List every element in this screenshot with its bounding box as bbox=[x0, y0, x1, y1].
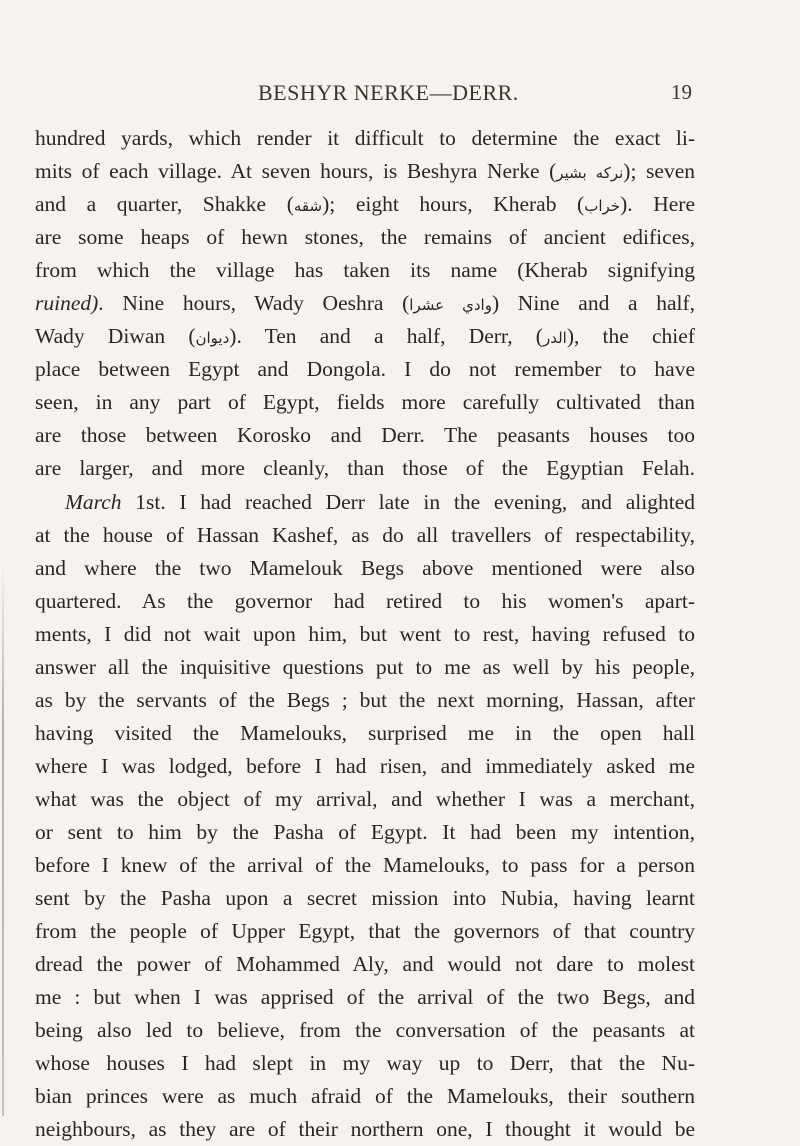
text-line: being also led to believe, from the conversation of the peasants at bbox=[35, 1018, 695, 1043]
text-line: as by the servants of the Begs ; but the next morning, Hassan, after bbox=[35, 687, 695, 712]
text-line: bian princes were as much afraid of the Mamelouks, their southern bbox=[35, 1084, 695, 1109]
text-line: hundred yards, which render it difficult to determine the exact li- bbox=[35, 126, 695, 150]
text-line: me : but when I was apprised of the arrival of the two Begs, and bbox=[35, 985, 695, 1010]
arabic-text: خراب bbox=[584, 197, 621, 216]
text-line: answer all the inquisitive questions put to me as well by his people, bbox=[35, 654, 695, 679]
text-line: and a quarter, Shakke (شقه); eight hours, Kherab (خراب). Here bbox=[35, 192, 695, 217]
arabic-text: نركه بشير bbox=[556, 164, 624, 183]
text-line: place between Egypt and Dongola. I do not remember to have bbox=[35, 357, 695, 382]
text-line: are some heaps of hewn stones, the remains of ancient edifices, bbox=[35, 225, 695, 250]
text-line: are those between Korosko and Derr. The peasants houses too bbox=[35, 423, 695, 448]
text-line: sent by the Pasha upon a secret mission into Nubia, having learnt bbox=[35, 886, 695, 911]
text-line: and where the two Mamelouk Begs above mentioned were also bbox=[35, 555, 695, 580]
text-line: mits of each village. At seven hours, is Beshyra Nerke (نركه بشير); seven bbox=[35, 159, 695, 184]
italic-text: ruined) bbox=[35, 291, 99, 316]
text-line: what was the object of my arrival, and whether I was a merchant, bbox=[35, 786, 695, 811]
text-line: Wady Diwan (ديوان). Ten and a half, Derr, (الدر), the chief bbox=[35, 324, 695, 349]
arabic-text: ديوان bbox=[195, 329, 230, 348]
running-title: BESHYR NERKE—DERR. bbox=[258, 80, 519, 105]
text-line: from the people of Upper Egypt, that the governors of that country bbox=[35, 919, 695, 944]
text-line: at the house of Hassan Kashef, as do all travellers of respectability, bbox=[35, 522, 695, 547]
text-line: neighbours, as they are of their northern one, I thought it would be bbox=[35, 1117, 695, 1142]
body-text bbox=[35, 122, 695, 1146]
text-line: from which the village has taken its name (Kherab signifying bbox=[35, 258, 695, 283]
text-line: or sent to him by the Pasha of Egypt. It had been my intention, bbox=[35, 819, 695, 844]
text-line: where I was lodged, before I had risen, and immediately asked me bbox=[35, 753, 695, 778]
text-line: are larger, and more cleanly, than those of the Egyptian Felah. bbox=[35, 456, 695, 481]
text-line: seen, in any part of Egypt, fields more carefully cultivated than bbox=[35, 390, 695, 415]
text-line: whose houses I had slept in my way up to Derr, that the Nu- bbox=[35, 1051, 695, 1076]
page-edge-shadow bbox=[2, 560, 4, 1116]
text-line: dread the power of Mohammed Aly, and would not dare to molest bbox=[35, 952, 695, 977]
italic-text: March bbox=[65, 489, 122, 514]
text-line: March 1st. I had reached Derr late in the evening, and alighted bbox=[65, 489, 695, 514]
text-line: ruined). Nine hours, Wady Oeshra (وادي عشرا) Nine and a half, bbox=[35, 291, 696, 316]
text-line: before I knew of the arrival of the Mamelouks, to pass for a person bbox=[35, 853, 695, 878]
arabic-text: الدر bbox=[542, 329, 567, 348]
arabic-text: وادي عشرا bbox=[409, 296, 492, 315]
text-line: quartered. As the governor had retired to his women's apart- bbox=[35, 588, 695, 613]
arabic-text: شقه bbox=[293, 197, 323, 216]
page-number: 19 bbox=[671, 80, 692, 104]
text-line: ments, I did not wait upon him, but went to rest, having refused to bbox=[35, 621, 695, 646]
running-head bbox=[0, 80, 800, 110]
text-line: having visited the Mamelouks, surprised me in the open hall bbox=[35, 720, 695, 745]
